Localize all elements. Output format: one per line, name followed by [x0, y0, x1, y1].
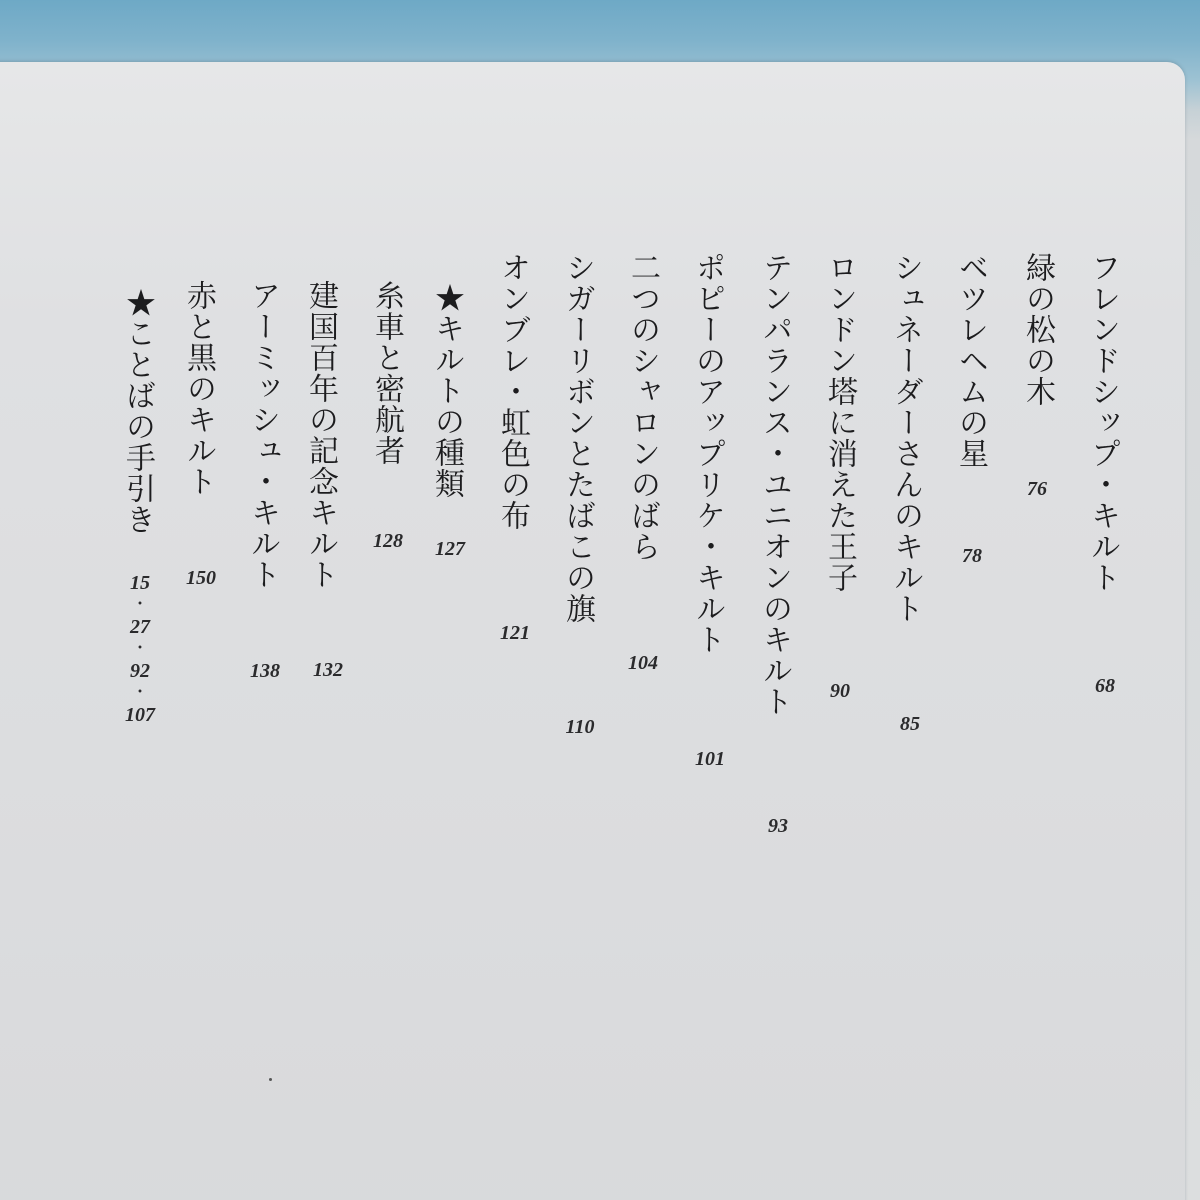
toc-entry-page: 121: [500, 622, 530, 644]
toc-entry-title: 赤と黒のキルト: [181, 280, 216, 497]
toc-entry-title: 糸車と密航者: [369, 280, 404, 466]
toc-entry: [298, 280, 342, 1200]
toc-entry: [176, 280, 220, 1200]
toc-entry: [424, 282, 468, 1200]
toc-entry: [685, 252, 729, 1200]
toc-entry-title: アーミッシュ・キルト: [245, 280, 280, 590]
page-separator: ・: [131, 684, 148, 701]
toc-entry-page: 138: [250, 660, 280, 682]
toc-entry-page: 92: [130, 660, 150, 682]
toc-entry-title: オンブレ・虹色の布: [495, 252, 530, 531]
toc-entry: [817, 252, 861, 1200]
toc-guide-pages: [95, 572, 185, 726]
toc-entry-title: 二つのシャロンのばら: [625, 252, 660, 562]
page-separator: ・: [131, 640, 148, 657]
toc-entry: [752, 252, 796, 1200]
toc-entry-page: 132: [313, 659, 343, 681]
toc-entry: [1080, 252, 1124, 1200]
toc-entry: [620, 252, 664, 1200]
toc-entry-page: 76: [1027, 478, 1047, 500]
toc-entry-page: 68: [1095, 675, 1115, 697]
page-separator: ・: [131, 596, 148, 613]
toc-entry: [240, 280, 284, 1200]
toc-entry-title: 緑の松の木: [1020, 252, 1055, 407]
toc-entry-title: フレンドシップ・キルト: [1085, 252, 1120, 593]
toc-entry-page: 110: [565, 716, 595, 738]
toc-entry: [490, 252, 534, 1200]
toc-entry-title: テンパランス・ユニオンのキルト: [757, 252, 792, 717]
toc-entry-page: 127: [435, 538, 465, 560]
toc-entry-page: 150: [186, 567, 216, 589]
paper-speck: [269, 1078, 272, 1081]
toc-entry-title: ロンドン塔に消えた王子: [822, 252, 857, 593]
toc-entry-page: 128: [373, 530, 403, 552]
toc-entry-page: 101: [695, 748, 725, 770]
toc-entry: [1015, 252, 1059, 1200]
toc-entry-page: 27: [130, 616, 150, 638]
toc-entry-title: 建国百年の記念キルト: [303, 280, 338, 590]
toc-entry-guide: [115, 287, 159, 1200]
toc-entry-page: 15: [130, 572, 150, 594]
toc-entry-page: 90: [830, 680, 850, 702]
toc-entry-page: 107: [125, 704, 155, 726]
toc-entry-title: シュネーダーさんのキルト: [888, 252, 923, 624]
toc-entry-title: ★キルトの種類: [429, 282, 464, 499]
toc-entry-title: ★ことばの手引き: [120, 287, 155, 535]
toc-entry-page: 93: [768, 815, 788, 837]
toc-entry-page: 85: [900, 713, 920, 735]
toc-entry-page: 78: [962, 545, 982, 567]
toc-entry: [364, 280, 408, 1200]
toc-entry-title: ベツレヘムの星: [953, 252, 988, 469]
toc-entry-page: 104: [628, 652, 658, 674]
toc-entry-title: ポピーのアップリケ・キルト: [690, 252, 725, 655]
toc-entry-title: シガーリボンとたばこの旗: [560, 252, 595, 624]
